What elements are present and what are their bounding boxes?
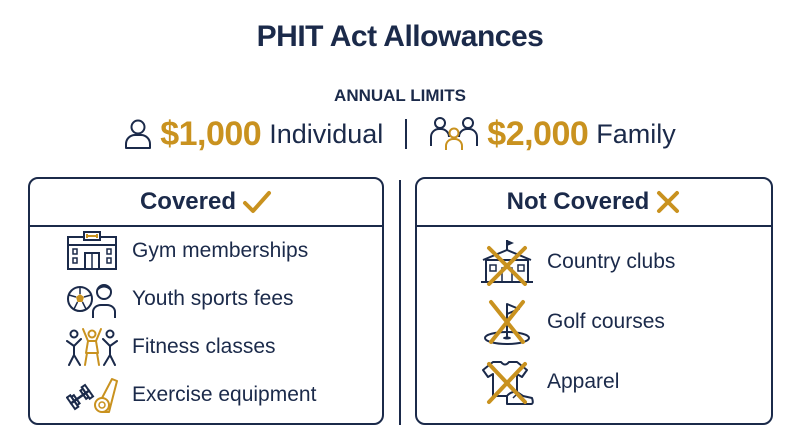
covered-panel bbox=[28, 177, 384, 425]
family-limit bbox=[429, 115, 676, 154]
individual-label: Individual bbox=[269, 118, 384, 149]
family-amount: $2,000 bbox=[487, 114, 589, 153]
shirt-shoe-crossed-icon bbox=[479, 358, 535, 406]
covered-item-fitness-classes bbox=[66, 327, 276, 367]
family-icon bbox=[429, 116, 479, 152]
annual-limits-heading: ANNUAL LIMITS bbox=[334, 86, 466, 105]
covered-heading: Covered bbox=[139, 188, 237, 215]
limits-separator bbox=[405, 119, 407, 149]
covered-item-youth-sports bbox=[66, 279, 294, 319]
soccer-ball-child-icon bbox=[66, 279, 118, 319]
not-covered-item-label: Golf courses bbox=[547, 310, 665, 333]
not-covered-header bbox=[417, 179, 771, 227]
covered-item-label: Gym memberships bbox=[132, 239, 309, 262]
center-divider bbox=[399, 180, 401, 425]
covered-item-label: Youth sports fees bbox=[132, 287, 294, 310]
family-label: Family bbox=[596, 118, 676, 149]
individual-amount: $1,000 bbox=[160, 114, 262, 153]
gym-building-icon bbox=[66, 231, 118, 271]
annual-limits-row bbox=[0, 111, 800, 157]
covered-item-label: Exercise equipment bbox=[132, 383, 317, 406]
not-covered-heading: Not Covered bbox=[506, 188, 650, 215]
fitness-people-icon bbox=[66, 327, 118, 367]
not-covered-item-label: Country clubs bbox=[547, 250, 676, 273]
individual-limit bbox=[124, 115, 383, 154]
covered-item-label: Fitness classes bbox=[132, 335, 276, 358]
not-covered-item-apparel bbox=[479, 358, 619, 406]
not-covered-item-label: Apparel bbox=[547, 370, 620, 393]
not-covered-item-golf-courses bbox=[479, 298, 665, 346]
not-covered-item-country-clubs bbox=[479, 238, 675, 286]
golf-flag-crossed-icon bbox=[479, 298, 535, 346]
x-mark-icon bbox=[655, 190, 681, 214]
clubhouse-crossed-icon bbox=[479, 238, 535, 286]
page-title: PHIT Act Allowances bbox=[256, 20, 544, 53]
dumbbell-yoga-mat-icon bbox=[66, 375, 118, 415]
checkmark-icon bbox=[242, 190, 272, 214]
not-covered-panel bbox=[415, 177, 773, 425]
covered-item-exercise-equipment bbox=[66, 375, 316, 415]
covered-header bbox=[30, 179, 382, 227]
covered-item-gym bbox=[66, 231, 308, 271]
person-icon bbox=[124, 118, 152, 150]
